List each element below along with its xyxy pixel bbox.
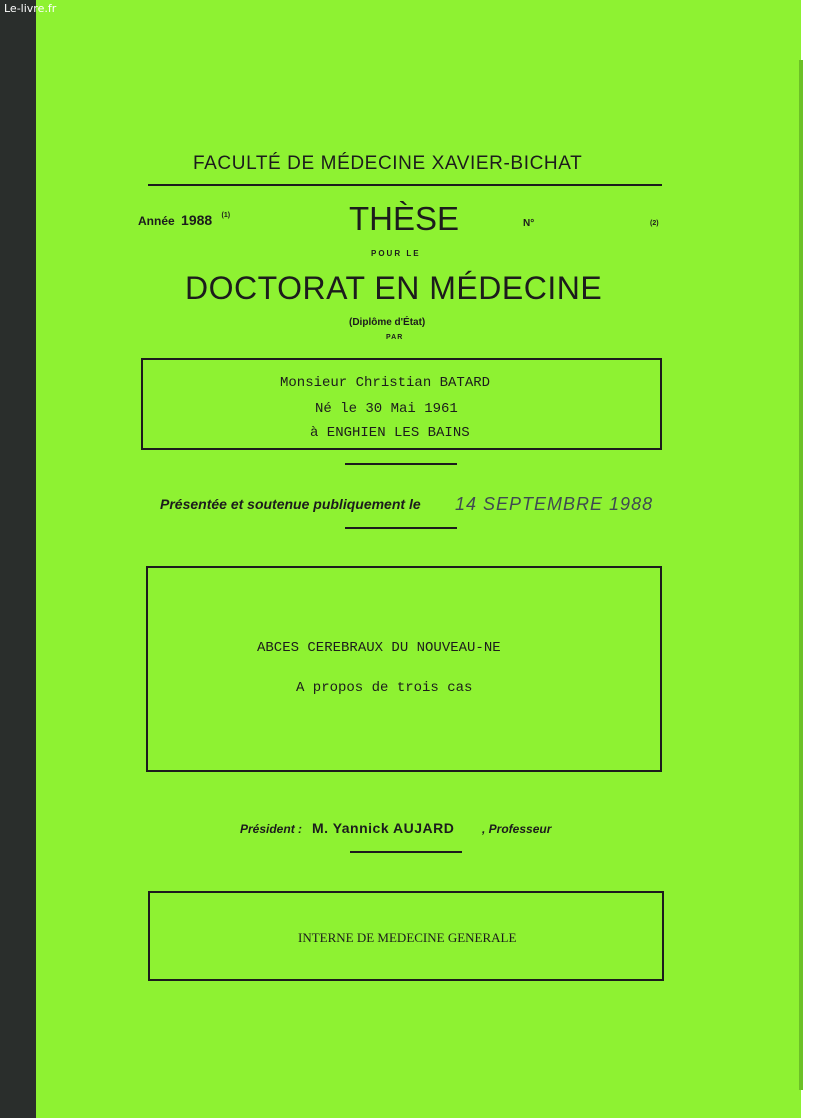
presentation-label: Présentée et soutenue publiquement le (160, 496, 421, 512)
author-birth: Né le 30 Mai 1961 (315, 401, 458, 417)
book-spine (0, 0, 38, 1118)
watermark: Le-livre.fr (4, 2, 57, 15)
year-line (138, 212, 230, 228)
diplome-note: (Diplôme d'État) (349, 317, 426, 328)
author-birthplace: à ENGHIEN LES BAINS (310, 425, 470, 441)
year-label: Année (138, 214, 175, 228)
presentation-date: 14 SEPTEMBRE 1988 (455, 494, 654, 514)
doctorat-heading: DOCTORAT EN MÉDECINE (185, 270, 603, 306)
divider (345, 527, 457, 529)
divider (345, 463, 457, 465)
thesis-title: ABCES CEREBRAUX DU NOUVEAU-NE (257, 640, 501, 656)
president-name: M. Yannick AUJARD (312, 820, 455, 836)
author-name: Monsieur Christian BATARD (280, 375, 491, 391)
interne-label: INTERNE DE MEDECINE GENERALE (298, 930, 517, 945)
cover-edge (799, 60, 803, 1090)
president-role: , Professeur (482, 822, 552, 836)
year-value: 1988 (181, 212, 213, 228)
pour-le: POUR LE (371, 249, 421, 258)
faculty-title: FACULTÉ DE MÉDECINE XAVIER-BICHAT (193, 153, 583, 174)
thesis-subtitle: A propos de trois cas (296, 680, 473, 696)
footnote-ref: (2) (650, 220, 659, 227)
number-label: N° (523, 218, 535, 229)
footnote-ref: (1) (221, 212, 231, 219)
par-label: PAR (386, 334, 404, 341)
president-label: Président : (240, 822, 303, 836)
divider (350, 851, 462, 853)
these-heading: THÈSE (349, 200, 460, 237)
divider (148, 184, 662, 186)
thesis-title-box (146, 566, 662, 772)
